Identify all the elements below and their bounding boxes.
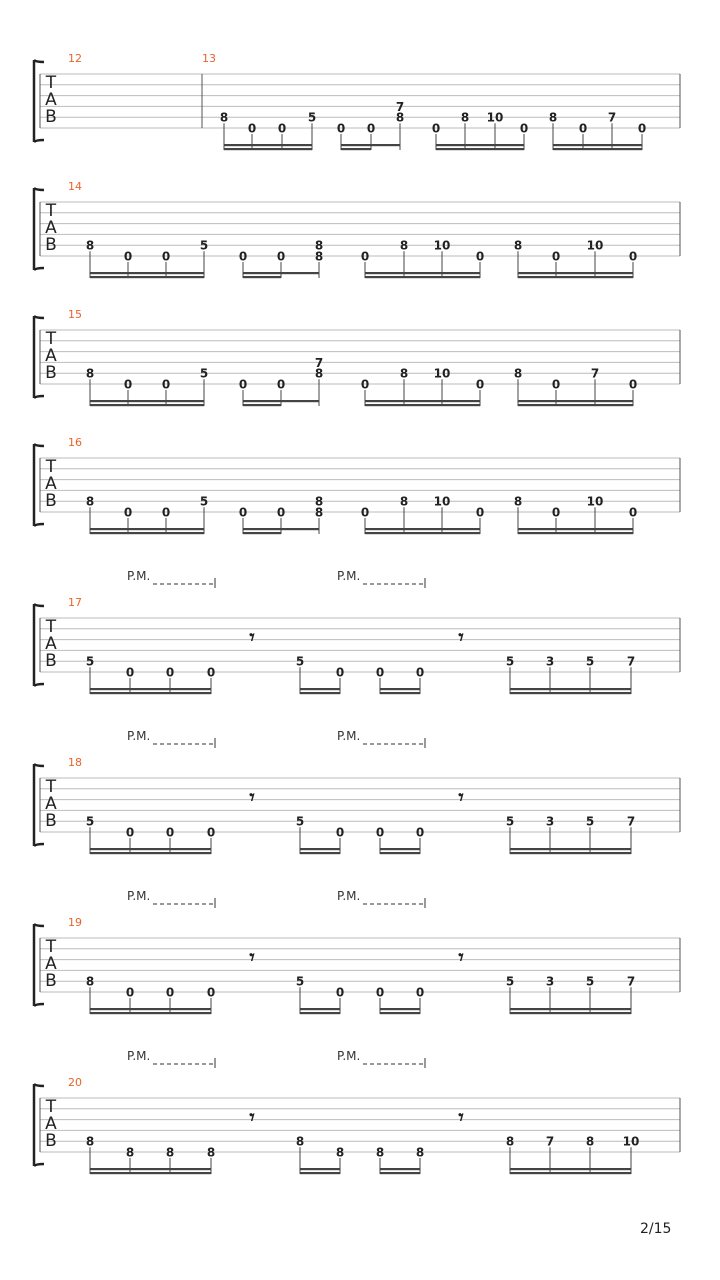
- beam: [510, 848, 631, 850]
- fret-number: 8: [585, 1134, 595, 1149]
- fret-number: 10: [486, 110, 504, 125]
- fret-number: 0: [165, 985, 175, 1000]
- beam: [518, 400, 633, 402]
- tab-clef-a: A: [45, 346, 57, 366]
- fret-number: 8: [85, 974, 95, 989]
- beam: [436, 144, 524, 146]
- measure-number: 17: [68, 596, 82, 609]
- beam: [300, 1168, 340, 1170]
- tab-clef-b: B: [45, 971, 57, 991]
- fret-number: 8: [399, 238, 409, 253]
- palm-mute-label: P.M.: [127, 729, 151, 743]
- beam: [300, 1008, 340, 1010]
- fret-number: 8: [375, 1145, 385, 1160]
- measure-number: 16: [68, 436, 82, 449]
- beam: [243, 532, 281, 534]
- beam: [518, 272, 633, 274]
- fret-number: 0: [247, 121, 257, 136]
- fret-number: 0: [336, 121, 346, 136]
- fret-number: 8: [85, 366, 95, 381]
- beam: [90, 1008, 211, 1010]
- fret-number: 5: [295, 814, 305, 829]
- beam: [243, 276, 281, 278]
- fret-number: 5: [85, 814, 95, 829]
- fret-number: 0: [578, 121, 588, 136]
- fret-number: 5: [505, 974, 515, 989]
- measure-number: 13: [202, 52, 216, 65]
- fret-number: 8: [314, 238, 324, 253]
- tab-clef-b: B: [45, 235, 57, 255]
- beam: [365, 276, 480, 278]
- tab-clef-a: A: [45, 1114, 57, 1134]
- beam: [300, 1012, 340, 1014]
- beam: [518, 276, 633, 278]
- beam: [365, 532, 480, 534]
- tab-clef-a: A: [45, 474, 57, 494]
- fret-number: 8: [513, 238, 523, 253]
- fret-number: 5: [295, 654, 305, 669]
- fret-number: 8: [165, 1145, 175, 1160]
- beam: [90, 848, 211, 850]
- fret-number: 5: [585, 974, 595, 989]
- beam: [90, 276, 204, 278]
- palm-mute-label: P.M.: [127, 569, 151, 583]
- fret-number: 8: [85, 494, 95, 509]
- system-bracket: [34, 604, 44, 686]
- fret-number: 8: [125, 1145, 135, 1160]
- fret-number: 0: [276, 249, 286, 264]
- beam: [224, 148, 312, 150]
- eighth-rest: 𝄾: [458, 785, 464, 809]
- beam: [300, 1172, 340, 1174]
- tab-clef-a: A: [45, 954, 57, 974]
- fret-number: 7: [626, 654, 636, 669]
- fret-number: 0: [161, 377, 171, 392]
- fret-number: 8: [85, 1134, 95, 1149]
- fret-number: 0: [206, 985, 216, 1000]
- beam: [380, 688, 420, 690]
- fret-number: 5: [295, 974, 305, 989]
- fret-number: 0: [238, 377, 248, 392]
- beam: [518, 528, 633, 530]
- fret-number: 8: [206, 1145, 216, 1160]
- measure-number: 14: [68, 180, 82, 193]
- beam: [380, 852, 420, 854]
- fret-number: 0: [161, 249, 171, 264]
- fret-number: 0: [335, 825, 345, 840]
- system-bracket: [34, 924, 44, 1006]
- fret-number: 0: [415, 825, 425, 840]
- beam: [90, 1012, 211, 1014]
- fret-number: 0: [276, 505, 286, 520]
- fret-number: 7: [626, 974, 636, 989]
- fret-number: 0: [165, 825, 175, 840]
- fret-number: 5: [307, 110, 317, 125]
- beam: [90, 688, 211, 690]
- fret-number: 10: [622, 1134, 640, 1149]
- fret-number: 5: [505, 654, 515, 669]
- fret-number: 3: [545, 654, 555, 669]
- fret-number: 7: [545, 1134, 555, 1149]
- eighth-rest: 𝄾: [249, 785, 255, 809]
- fret-number: 5: [199, 238, 209, 253]
- eighth-rest: 𝄾: [249, 625, 255, 649]
- fret-number: 0: [125, 665, 135, 680]
- tab-clef-t: T: [45, 777, 57, 797]
- eighth-rest: 𝄾: [249, 1105, 255, 1129]
- fret-number: 0: [375, 825, 385, 840]
- system-bracket: [34, 316, 44, 398]
- fret-number: 0: [360, 505, 370, 520]
- palm-mute-label: P.M.: [127, 1049, 151, 1063]
- fret-number: 0: [125, 825, 135, 840]
- fret-number: 0: [165, 665, 175, 680]
- fret-number: 0: [628, 377, 638, 392]
- measure-number: 20: [68, 1076, 82, 1089]
- beam: [553, 148, 642, 150]
- fret-number: 7: [607, 110, 617, 125]
- beam: [243, 404, 281, 406]
- fret-number: 0: [551, 249, 561, 264]
- fret-number: 8: [85, 238, 95, 253]
- beam: [300, 848, 340, 850]
- fret-number: 8: [513, 494, 523, 509]
- fret-number: 0: [628, 249, 638, 264]
- beam: [380, 1012, 420, 1014]
- beam: [341, 148, 371, 150]
- fret-number: 0: [161, 505, 171, 520]
- tab-clef-t: T: [45, 457, 57, 477]
- palm-mute-label: P.M.: [337, 889, 361, 903]
- fret-number: 8: [548, 110, 558, 125]
- system-bracket: [34, 444, 44, 526]
- tab-clef-b: B: [45, 363, 57, 383]
- beam: [365, 528, 480, 530]
- fret-number: 0: [475, 377, 485, 392]
- fret-number: 0: [519, 121, 529, 136]
- beam: [510, 1172, 631, 1174]
- fret-number: 0: [238, 505, 248, 520]
- fret-number: 8: [314, 494, 324, 509]
- fret-number: 5: [199, 366, 209, 381]
- beam: [510, 1012, 631, 1014]
- fret-number: 3: [545, 974, 555, 989]
- fret-number: 0: [335, 665, 345, 680]
- beam: [341, 144, 400, 146]
- fret-number: 7: [395, 99, 405, 114]
- tab-clef-a: A: [45, 90, 57, 110]
- fret-number: 10: [586, 238, 604, 253]
- beam: [90, 528, 204, 530]
- fret-number: 0: [415, 665, 425, 680]
- fret-number: 8: [399, 494, 409, 509]
- fret-number: 0: [277, 121, 287, 136]
- tab-clef-b: B: [45, 811, 57, 831]
- fret-number: 0: [206, 665, 216, 680]
- fret-number: 8: [399, 366, 409, 381]
- eighth-rest: 𝄾: [249, 945, 255, 969]
- fret-number: 5: [85, 654, 95, 669]
- fret-number: 8: [335, 1145, 345, 1160]
- system-bracket: [34, 764, 44, 846]
- palm-mute-label: P.M.: [337, 1049, 361, 1063]
- palm-mute-label: P.M.: [127, 889, 151, 903]
- fret-number: 5: [505, 814, 515, 829]
- beam: [224, 144, 312, 146]
- tab-clef-a: A: [45, 634, 57, 654]
- fret-number: 8: [395, 110, 405, 125]
- beam: [300, 688, 340, 690]
- system-bracket: [34, 60, 44, 142]
- beam: [90, 692, 211, 694]
- measure-number: 19: [68, 916, 82, 929]
- system-bracket: [34, 188, 44, 270]
- fret-number: 8: [314, 366, 324, 381]
- fret-number: 8: [460, 110, 470, 125]
- tab-clef-t: T: [45, 201, 57, 221]
- fret-number: 0: [628, 505, 638, 520]
- fret-number: 0: [366, 121, 376, 136]
- beam: [518, 404, 633, 406]
- beam: [436, 148, 524, 150]
- tab-clef-b: B: [45, 651, 57, 671]
- beam: [365, 400, 480, 402]
- fret-number: 10: [433, 366, 451, 381]
- beam: [90, 404, 204, 406]
- fret-number: 0: [206, 825, 216, 840]
- tab-clef-b: B: [45, 107, 57, 127]
- fret-number: 5: [199, 494, 209, 509]
- beam: [518, 532, 633, 534]
- system-bracket: [34, 1084, 44, 1166]
- fret-number: 10: [433, 238, 451, 253]
- fret-number: 0: [551, 505, 561, 520]
- eighth-rest: 𝄾: [458, 945, 464, 969]
- tab-clef-t: T: [45, 617, 57, 637]
- tab-clef-t: T: [45, 1097, 57, 1117]
- fret-number: 0: [125, 985, 135, 1000]
- beam: [90, 1172, 211, 1174]
- fret-number: 0: [475, 249, 485, 264]
- beam: [243, 400, 319, 402]
- fret-number: 0: [360, 377, 370, 392]
- fret-number: 8: [295, 1134, 305, 1149]
- beam: [510, 1008, 631, 1010]
- eighth-rest: 𝄾: [458, 625, 464, 649]
- fret-number: 0: [276, 377, 286, 392]
- fret-number: 0: [475, 505, 485, 520]
- fret-number: 0: [637, 121, 647, 136]
- fret-number: 0: [375, 985, 385, 1000]
- tab-clef-t: T: [45, 73, 57, 93]
- tab-clef-t: T: [45, 329, 57, 349]
- fret-number: 7: [314, 355, 324, 370]
- tab-clef-b: B: [45, 1131, 57, 1151]
- fret-number: 0: [415, 985, 425, 1000]
- tab-clef-a: A: [45, 218, 57, 238]
- tab-clef-a: A: [45, 794, 57, 814]
- fret-number: 8: [505, 1134, 515, 1149]
- tab-clef-b: B: [45, 491, 57, 511]
- beam: [380, 848, 420, 850]
- beam: [510, 852, 631, 854]
- beam: [365, 272, 480, 274]
- measure-number: 15: [68, 308, 82, 321]
- palm-mute-label: P.M.: [337, 569, 361, 583]
- beam: [510, 692, 631, 694]
- fret-number: 8: [513, 366, 523, 381]
- fret-number: 8: [314, 505, 324, 520]
- palm-mute-label: P.M.: [337, 729, 361, 743]
- beam: [553, 144, 642, 146]
- beam: [365, 404, 480, 406]
- eighth-rest: 𝄾: [458, 1105, 464, 1129]
- beam: [510, 688, 631, 690]
- tab-clef-t: T: [45, 937, 57, 957]
- fret-number: 0: [123, 377, 133, 392]
- fret-number: 0: [335, 985, 345, 1000]
- fret-number: 3: [545, 814, 555, 829]
- fret-number: 0: [431, 121, 441, 136]
- fret-number: 0: [238, 249, 248, 264]
- beam: [300, 692, 340, 694]
- beam: [380, 1172, 420, 1174]
- page-number: 2/15: [640, 1221, 672, 1237]
- fret-number: 5: [585, 654, 595, 669]
- fret-number: 7: [590, 366, 600, 381]
- beam: [300, 852, 340, 854]
- fret-number: 10: [586, 494, 604, 509]
- beam: [90, 272, 204, 274]
- fret-number: 5: [585, 814, 595, 829]
- fret-number: 10: [433, 494, 451, 509]
- measure-number: 18: [68, 756, 82, 769]
- beam: [243, 272, 319, 274]
- fret-number: 7: [626, 814, 636, 829]
- beam: [90, 852, 211, 854]
- fret-number: 0: [360, 249, 370, 264]
- beam: [380, 1008, 420, 1010]
- beam: [380, 692, 420, 694]
- beam: [90, 1168, 211, 1170]
- beam: [380, 1168, 420, 1170]
- fret-number: 0: [551, 377, 561, 392]
- fret-number: 0: [123, 249, 133, 264]
- measure-number: 12: [68, 52, 82, 65]
- beam: [510, 1168, 631, 1170]
- beam: [243, 528, 319, 530]
- fret-number: 8: [219, 110, 229, 125]
- beam: [90, 532, 204, 534]
- beam: [90, 400, 204, 402]
- fret-number: 8: [314, 249, 324, 264]
- fret-number: 8: [415, 1145, 425, 1160]
- fret-number: 0: [375, 665, 385, 680]
- fret-number: 0: [123, 505, 133, 520]
